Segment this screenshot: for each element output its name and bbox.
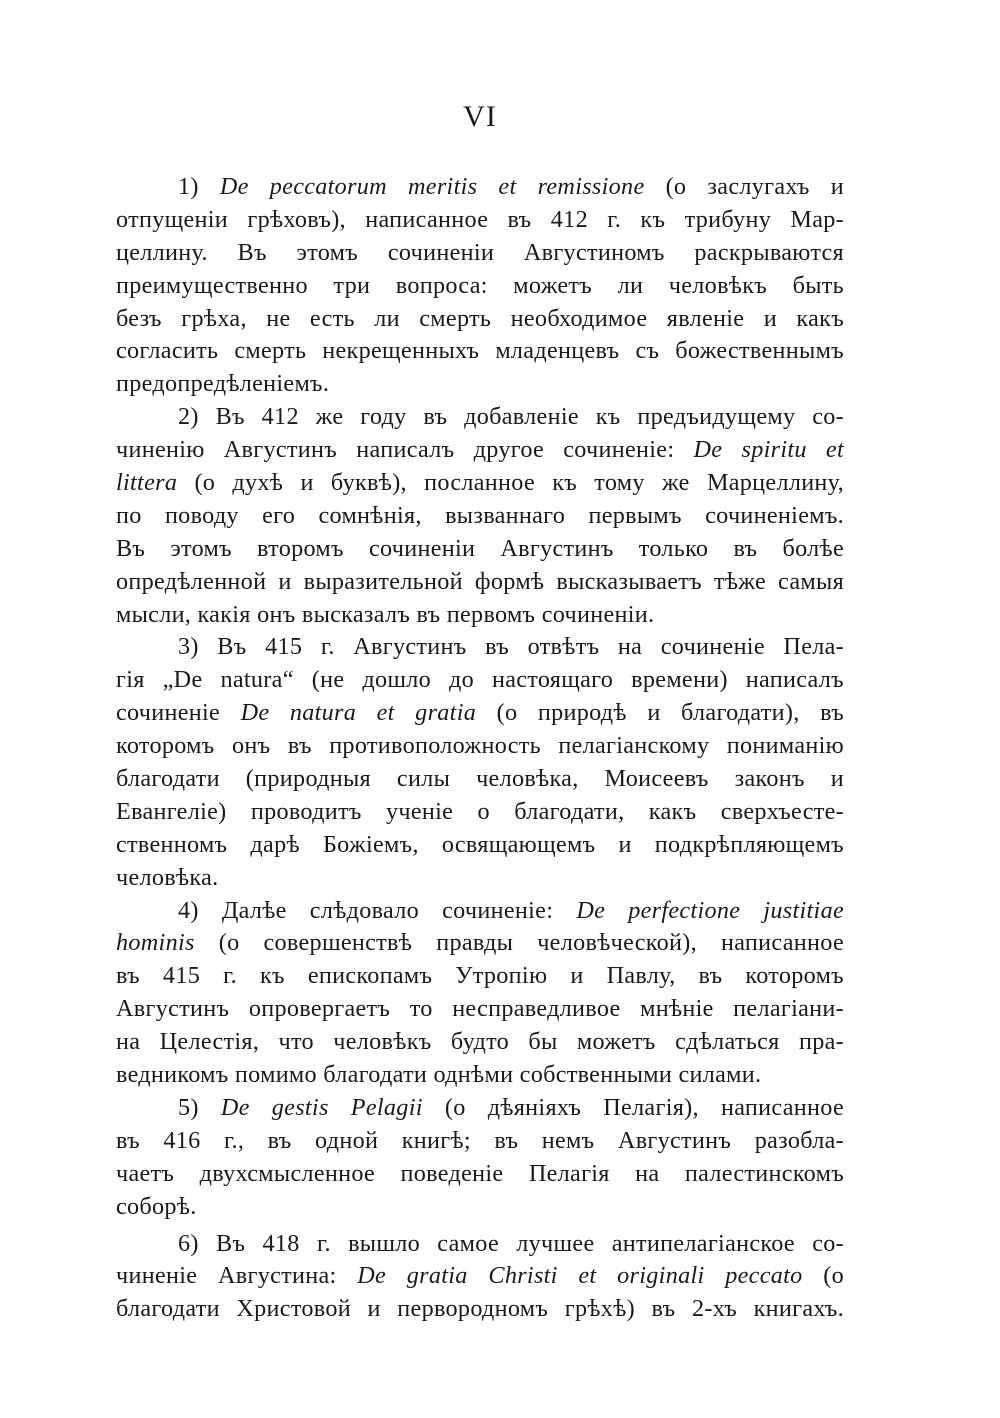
text-span: ведникомъ помимо благодати однѣми собственными силами. — [116, 1061, 762, 1089]
text-span: Августинъ опровергаетъ то несправедливое мнѣніе пелагіани- — [116, 995, 844, 1023]
page-number: VI — [463, 100, 497, 133]
body-text — [116, 171, 844, 1326]
text-span: 2) Въ 412 же году въ добавленіе къ предъидущему со- — [178, 403, 844, 431]
text-span: безъ грѣха, не есть ли смерть необходимое явленіе и какъ — [116, 304, 844, 332]
latin-title: De peccatorum meritis et remissione — [219, 173, 645, 200]
text-line — [116, 171, 844, 204]
text-span: мысли, какія онъ высказалъ въ первомъ сочиненіи. — [116, 600, 655, 628]
text-span: (о духѣ и буквѣ), посланное къ тому же Марцеллину, — [177, 469, 844, 497]
text-line — [116, 237, 844, 270]
text-span: человѣка. — [116, 863, 219, 891]
text-line — [116, 796, 844, 829]
text-span: согласить смерть некрещенныхъ младенцевъ съ божественнымъ — [116, 337, 844, 365]
latin-title: De perfectione justitiae — [576, 896, 844, 924]
text-line — [116, 303, 844, 336]
text-span: (о природѣ и благодати), въ — [476, 699, 844, 727]
document-page — [116, 0, 844, 1418]
text-line — [116, 993, 844, 1026]
text-line — [116, 566, 844, 599]
text-line — [116, 270, 844, 303]
text-span: целлину. Въ этомъ сочиненіи Августиномъ раскрываются — [116, 238, 844, 266]
text-span: предопредѣленіемъ. — [116, 370, 330, 398]
text-span: въ 416 г., въ одной книгѣ; въ немъ Августинъ разобла- — [116, 1126, 844, 1154]
text-line — [116, 697, 844, 730]
text-line — [116, 631, 844, 664]
text-span: въ 415 г. къ епископамъ Утропію и Павлу, въ которомъ — [116, 962, 844, 990]
text-span: чаетъ двухсмысленное поведеніе Пелагія на палестинскомъ — [116, 1159, 844, 1187]
text-line — [116, 1191, 844, 1224]
text-span: благодати Христовой и первородномъ грѣхѣ) въ 2-хъ книгахъ. — [116, 1295, 844, 1323]
latin-title: De natura et gratia — [240, 699, 477, 727]
text-line — [116, 434, 844, 467]
text-span: 6) Въ 418 г. вышло самое лучшее антипелагіанское со- — [178, 1229, 844, 1257]
text-line — [116, 500, 844, 533]
text-span: (о совершенствѣ правды человѣческой), написанное — [194, 929, 844, 957]
text-span: 5) — [178, 1093, 221, 1121]
text-span: ственномъ дарѣ Божіемъ, освящающемъ и подкрѣпляющемъ — [116, 830, 844, 858]
text-span: Въ этомъ второмъ сочиненіи Августинъ только въ болѣе — [116, 534, 844, 562]
text-line — [116, 401, 844, 434]
text-line — [116, 1260, 844, 1293]
text-line — [116, 335, 844, 368]
text-span: которомъ онъ въ противоположность пелагіанскому пониманію — [116, 732, 844, 760]
text-line — [116, 533, 844, 566]
text-line — [116, 1125, 844, 1158]
text-span: Евангеліе) проводитъ ученіе о благодати, какъ сверхъесте- — [116, 797, 844, 825]
text-line — [116, 664, 844, 697]
text-span: соборѣ. — [116, 1192, 197, 1220]
text-span: (о — [802, 1262, 844, 1290]
text-line — [116, 467, 844, 500]
text-span: на Целестія, что человѣкъ будто бы можетъ сдѣлаться пра- — [116, 1028, 844, 1056]
text-span: гія „De natura“ (не дошло до настоящаго времени) написалъ — [116, 666, 844, 694]
text-line — [116, 730, 844, 763]
text-span: сочиненіе — [116, 699, 241, 727]
text-span: чиненію Августинъ написалъ другое сочиненіе: — [116, 436, 694, 464]
latin-title: De gestis Pelagii — [220, 1093, 423, 1121]
text-line — [116, 829, 844, 862]
text-line — [116, 1092, 844, 1125]
text-line — [116, 1059, 844, 1092]
text-line — [116, 599, 844, 632]
text-line — [116, 368, 844, 401]
text-span: 4) Далѣе слѣдовало сочиненіе: — [178, 896, 577, 924]
text-span: преимущественно три вопроса: можетъ ли человѣкъ быть — [116, 271, 844, 299]
text-span: (о дѣяніяхъ Пелагія), написанное — [422, 1093, 844, 1121]
text-span: чиненіе Августина: — [116, 1262, 358, 1290]
text-line — [116, 960, 844, 993]
text-span: по поводу его сомнѣнія, вызваннаго первымъ сочиненіемъ. — [116, 501, 844, 529]
text-span: опредѣленной и выразительной формѣ высказываетъ тѣже самыя — [116, 567, 844, 595]
latin-title: De gratia Christi et originali peccato — [357, 1262, 803, 1290]
text-line — [116, 1158, 844, 1191]
text-line — [116, 204, 844, 237]
latin-title: De spiritu et — [693, 436, 844, 464]
text-span: 3) Въ 415 г. Августинъ въ отвѣтъ на сочиненіе Пела- — [178, 633, 844, 661]
text-line — [116, 1228, 844, 1261]
text-line — [116, 862, 844, 895]
latin-title: littera — [116, 469, 178, 497]
text-span: 1) — [178, 173, 220, 200]
text-line — [116, 895, 844, 928]
latin-title: hominis — [116, 929, 195, 957]
text-span: благодати (природныя силы человѣка, Моисеевъ законъ и — [116, 765, 844, 793]
text-span: (о заслугахъ и — [644, 173, 844, 200]
text-line — [116, 1293, 844, 1326]
text-line — [116, 1026, 844, 1059]
text-line — [116, 927, 844, 960]
text-span: отпущеніи грѣховъ), написанное въ 412 г. къ трибуну Мар- — [116, 205, 844, 233]
text-line — [116, 763, 844, 796]
